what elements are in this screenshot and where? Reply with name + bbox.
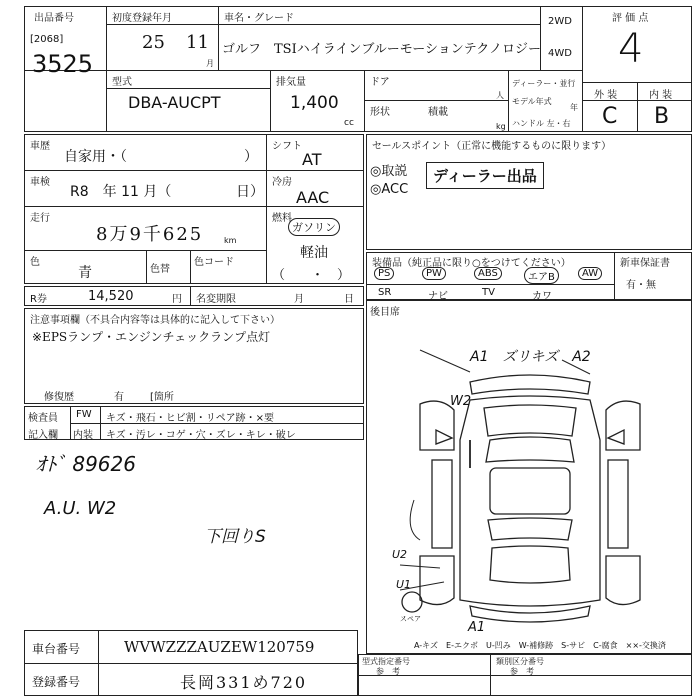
exterior-grade: C (602, 104, 618, 129)
warranty-month: 月 (294, 294, 304, 305)
ac-label: 冷房 (272, 177, 292, 188)
diagram-legend: A-キズ E-エクボ U-凹み W-補修跡 S-サビ C-腐食 ××-交換済 (414, 641, 666, 650)
equipment-label: 装備品（純正品に限り○をつけてください） (372, 258, 571, 269)
exterior-label: 外 装 (594, 90, 618, 101)
handwriting-marks: A.U. W2 (44, 498, 117, 519)
equip-pw: PW (422, 267, 446, 280)
type-label: 型式 (112, 77, 132, 88)
new-warranty-value: 有・無 (626, 280, 656, 291)
type-designation-label: 型式指定番号 (362, 657, 410, 666)
diagram-w2: W2 (450, 394, 472, 409)
drive-2wd: 2WD (548, 16, 572, 27)
sales-dealer: ディーラー出品 (426, 162, 544, 189)
model-value: ゴルフ TSIハイラインブルーモーションテクノロジー (222, 42, 541, 57)
fuel-value: ガソリン (288, 218, 340, 236)
inspection-day: 日） (236, 184, 264, 200)
dealer-label: ディーラー・並行 (512, 79, 576, 88)
recycle-value: 14,520 (88, 289, 134, 304)
model-year-label: モデル年式 (512, 97, 552, 106)
interior-grade: B (654, 104, 670, 129)
diagram-top-marks: A1 ズリキズ A2 (470, 349, 591, 365)
displacement-value: 1,400 (290, 93, 339, 113)
color-code-value: （ ・ ） (272, 268, 351, 283)
sales-acc: ◎ACC (370, 182, 409, 197)
diagram-u2: U2 (392, 548, 408, 561)
displacement-label: 排気量 (276, 77, 306, 88)
displacement-unit: cc (344, 118, 354, 128)
vin-label: 車台番号 (32, 642, 81, 656)
equip-sr: SR (378, 287, 392, 298)
year-unit: 年 (570, 103, 578, 112)
color-value: 青 (78, 265, 92, 281)
grade-value: 4 (618, 26, 644, 72)
color-change-label: 色替 (150, 264, 170, 275)
color-label: 色 (30, 257, 40, 268)
interior-label: 内 装 (649, 90, 673, 101)
first-reg-year: 25 (142, 32, 165, 53)
drive-4wd: 4WD (548, 48, 572, 59)
grade-label: 評 価 点 (612, 13, 649, 24)
equip-leather: カワ (532, 291, 552, 302)
kg-unit: kg (496, 122, 506, 131)
reg-label: 登録番号 (32, 675, 81, 689)
fuel-alt: 軽油 (300, 245, 328, 261)
first-reg-label: 初度登録年月 (112, 13, 172, 24)
category-label: 類別区分番号 (496, 657, 544, 666)
diagram-u1: U1 (396, 578, 412, 591)
ac-value: AAC (296, 188, 330, 207)
door-label: ドア (370, 77, 390, 88)
sales-manual: ◎取説 (370, 164, 408, 179)
equip-aw: AW (578, 267, 602, 280)
inspector-row-1: キズ・飛石・ヒビ割・リペア跡・×要 (106, 413, 274, 424)
equip-abs: ABS (474, 267, 502, 280)
reg-value: 長岡331め720 (180, 673, 308, 692)
mileage-unit: km (224, 236, 237, 245)
repair-value: 有 (114, 392, 124, 403)
lot-number: 3525 (32, 50, 94, 78)
first-reg-month: 11 (186, 32, 209, 53)
inspector-label-1: 検査員 (28, 413, 58, 424)
inspector-fw: FW (76, 409, 92, 420)
history-value: 自家用・（ (64, 149, 127, 165)
category-ref: 参 考 (510, 667, 534, 676)
handwriting-odometer: ｵﾄﾞ 89626 (36, 452, 136, 476)
type-designation-ref: 参 考 (376, 667, 400, 676)
history-close: ） (244, 149, 258, 165)
first-reg-month-unit: 月 (206, 59, 214, 68)
sales-label: セールスポイント（正常に機能するものに限ります） (372, 141, 612, 152)
repair-label: 修復歴 (44, 392, 74, 403)
inspector-label-2: 記入欄 (28, 430, 58, 441)
inspector-interior: 内装 (73, 430, 93, 441)
vin-value: WVWZZZAUZEW120759 (124, 638, 315, 656)
warranty-label: 名変期限 (196, 294, 236, 305)
equip-airbag: エアB (524, 267, 559, 284)
rear-seat-label: 後目席 (370, 307, 400, 318)
shape-label: 形状 (370, 107, 390, 118)
notes-label: 注意事項欄（不具合内容等は具体的に記入して下さい） (30, 315, 280, 326)
equip-tv: TV (482, 287, 495, 298)
lot-sub: [2068] (30, 34, 64, 45)
recycle-label: R券 (30, 294, 47, 305)
mileage-value: 8万9千625 (96, 224, 204, 245)
diagram-spare: スペア (400, 615, 421, 623)
history-label: 車歴 (30, 141, 50, 152)
equip-navi: ナビ (428, 291, 448, 302)
inspection-label: 車検 (30, 177, 50, 188)
shift-label: シフト (272, 141, 302, 152)
color-code-label: 色コード (194, 257, 234, 268)
inspector-row-2: キズ・汚レ・コゲ・穴・ズレ・キレ・破レ (106, 430, 296, 441)
new-warranty-label: 新車保証書 (620, 258, 670, 269)
recycle-unit: 円 (172, 294, 182, 305)
inspection-value: R8 年 11 月（ (70, 184, 172, 200)
model-label: 車名・グレード (224, 13, 294, 24)
notes-text: ※EPSランプ・エンジンチェックランプ点灯 (32, 330, 271, 344)
mileage-label: 走行 (30, 213, 50, 224)
diagram-a1-bottom: A1 (468, 620, 486, 635)
equip-ps: PS (374, 267, 394, 280)
repair-place: [箇所 (150, 392, 174, 403)
type-value: DBA-AUCPT (128, 93, 221, 112)
person-unit: 人 (496, 91, 504, 100)
load-label: 積載 (428, 107, 448, 118)
warranty-day: 日 (344, 294, 354, 305)
handwriting-underbody: 下回りS (204, 527, 266, 547)
fuel-label: 燃料 (272, 213, 292, 224)
handle-label: ハンドル 左・右 (512, 119, 571, 128)
shift-value: AT (302, 150, 322, 169)
lot-label: 出品番号 (34, 13, 74, 24)
